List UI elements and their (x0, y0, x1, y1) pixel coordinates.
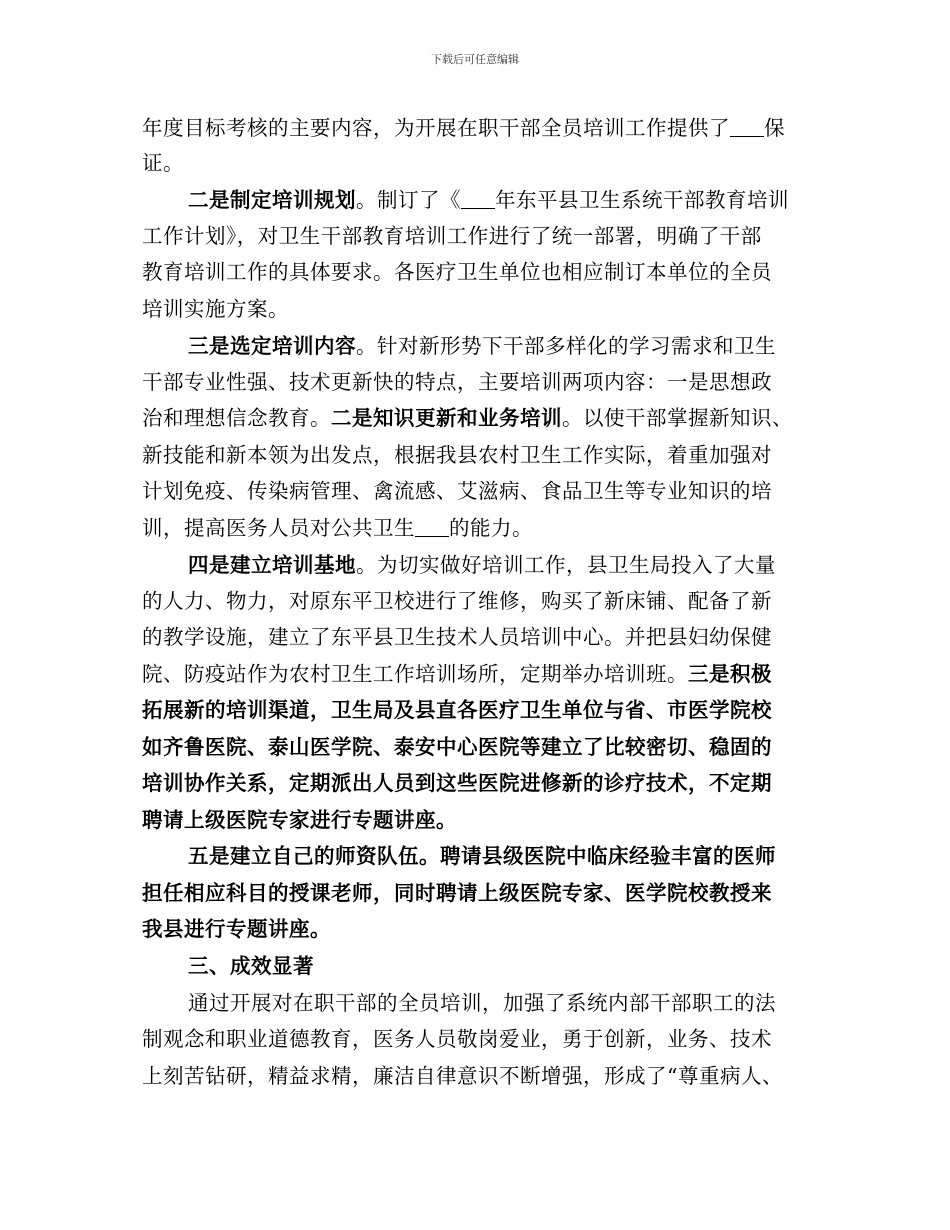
text-line: 上刻苦钻研，精益求精，廉洁自律意识不断增强，形成了“尊重病人、 (142, 1064, 783, 1088)
text-line (142, 403, 822, 433)
text-line: 制观念和职业道德教育，医务人员敬岗爱业，勇于创新，业务、技术 (142, 1027, 772, 1051)
text-line: 干部专业性强、技术更新快的特点，主要培训两项内容：一是思想政 (142, 370, 772, 394)
bold-text-line: 五是建立自己的师资队伍。聘请县级医院中临床经验丰富的医师 (188, 844, 776, 868)
text-line: 工作计划》，对卫生干部教育培训工作进行了统一部署，明确了干部 (142, 224, 762, 248)
text-segment: 年东平县卫生系统干部教育培训 (495, 188, 789, 212)
blank-underline (730, 118, 764, 137)
bold-heading: 二是知识更新和业务培训 (331, 406, 562, 430)
text-line: 计划免疫、传染病管理、禽流感、艾滋病、食品卫生等专业知识的培 (142, 479, 772, 503)
text-line: 通过开展对在职干部的全员培训，加强了系统内部干部职工的法 (188, 991, 776, 1015)
text-segment: 年度目标考核的主要内容，为开展在职干部全员培训工作提供了 (142, 116, 730, 140)
text-segment: 的能力。 (449, 516, 533, 540)
text-line (188, 185, 868, 215)
text-line (188, 550, 868, 580)
bold-text-line: 拓展新的培训渠道，卫生局及县直各医疗卫生单位与省、市医学院校 (142, 698, 772, 722)
text-line (142, 659, 822, 689)
text-line: 培训实施方案。 (142, 297, 289, 321)
text-segment: 院、防疫站作为农村卫生工作培训场所，定期举办培训班。 (142, 662, 688, 686)
text-line: 的人力、物力，对原东平卫校进行了维修，购买了新床铺、配备了新 (142, 589, 772, 613)
section-heading: 三、成效显著 (188, 954, 314, 978)
bold-text-line: 如齐鲁医院、泰山医学院、泰安中心医院等建立了比较密切、稳固的 (142, 735, 772, 759)
bold-text: 三是积极 (688, 662, 772, 686)
text-line: 证。 (142, 151, 184, 175)
text-segment: 训，提高医务人员对公共卫生 (142, 516, 415, 540)
blank-underline (415, 518, 449, 537)
text-segment: 保 (764, 116, 785, 140)
bold-text-line: 培训协作关系，定期派出人员到这些医院进修新的诊疗技术，不定期 (142, 771, 772, 795)
bold-heading: 二是制定培训规划 (188, 188, 356, 212)
page-header: 下载后可任意编辑 (431, 53, 519, 66)
text-line: 教育培训工作的具体要求。各医疗卫生单位也相应制订本单位的全员 (142, 260, 772, 284)
bold-heading: 四是建立培训基地 (188, 553, 356, 577)
text-line (142, 113, 822, 143)
text-line: 新技能和新本领为出发点，根据我县农村卫生工作实际，着重加强对 (142, 443, 772, 467)
text-line (188, 331, 868, 361)
text-line: 的教学设施，建立了东平县卫生技术人员培训中心。并把县妇幼保健 (142, 625, 772, 649)
blank-underline (461, 190, 495, 209)
bold-text-line: 担任相应科目的授课老师，同时聘请上级医院专家、医学院校教授来 (142, 881, 772, 905)
text-segment: 。以使干部掌握新知识、 (562, 406, 793, 430)
bold-text-line: 聘请上级医院专家进行专题讲座。 (142, 808, 457, 832)
text-segment: 。制订了《 (356, 188, 461, 212)
text-line (142, 513, 822, 543)
bold-heading: 三是选定培训内容 (188, 334, 356, 358)
text-segment: 治和理想信念教育。 (142, 406, 331, 430)
text-segment: 。针对新形势下干部多样化的学习需求和卫生 (356, 334, 776, 358)
text-segment: 。为切实做好培训工作，县卫生局投入了大量 (356, 553, 776, 577)
bold-text-line: 我县进行专题讲座。 (142, 917, 331, 941)
